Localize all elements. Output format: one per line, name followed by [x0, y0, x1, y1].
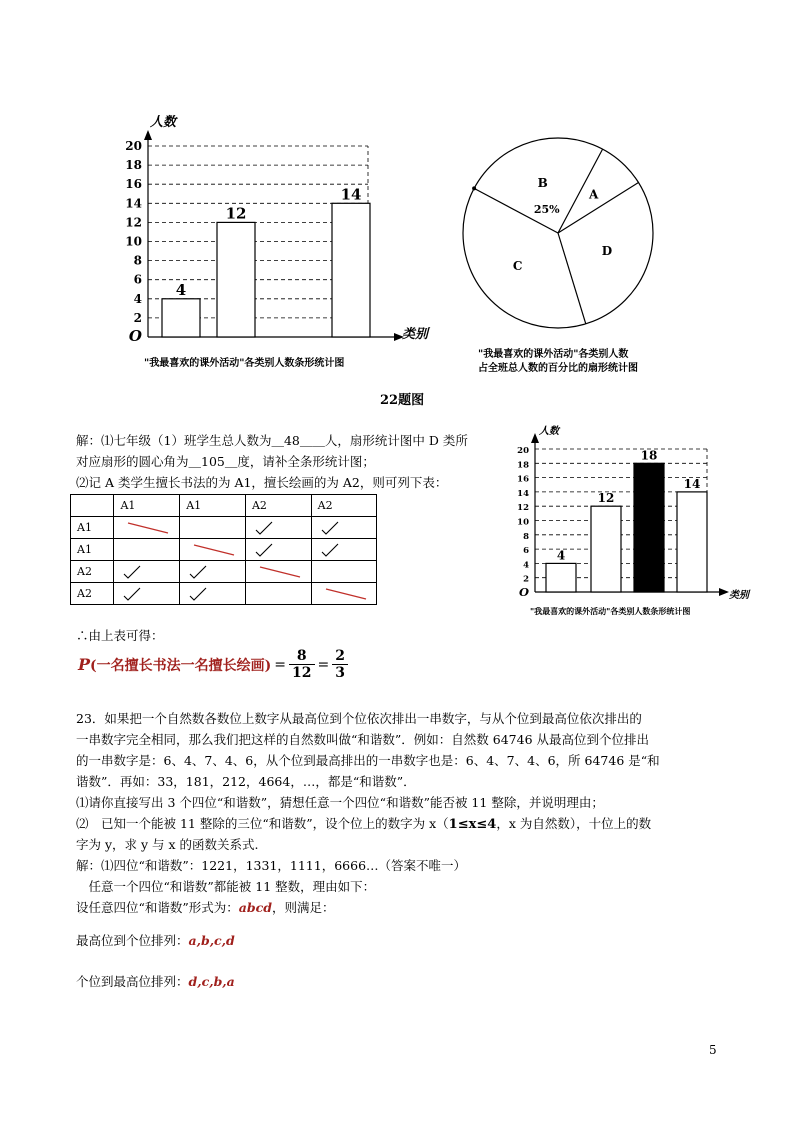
y-tick-label: 2	[523, 574, 529, 585]
bar-value-label: 4	[556, 548, 566, 563]
y-tick-label: 10	[517, 517, 529, 528]
bar-A	[546, 563, 576, 592]
chart2-y-axis-label: 人数	[539, 426, 559, 437]
bar-value-label: 12	[597, 491, 615, 506]
table-header-row	[71, 495, 377, 517]
prob-event: (一名擅长书法一名擅长绘画)	[90, 657, 272, 674]
chart1-y-axis-label: 人数	[150, 115, 177, 130]
bar-value-label: 18	[640, 448, 658, 463]
q2-text-a: ⑵ 已知一个能被 11 整除的三位“和谐数”，设个位上的数字为 x（	[76, 816, 449, 831]
q2-condition: 1≤x≤4	[448, 817, 497, 832]
table-header-cell: A1	[114, 495, 180, 517]
figure-title: 22题图	[380, 393, 425, 408]
eq-sign-2: =	[317, 656, 330, 673]
solution23-line3	[76, 897, 335, 918]
y-tick-label: 6	[133, 272, 142, 287]
cross-out-mark	[114, 517, 180, 539]
pie-slice-label-B: B	[537, 176, 548, 191]
abcd-variable: abcd	[238, 900, 272, 915]
check-mark-icon	[180, 561, 246, 583]
y-tick-label: 12	[517, 503, 529, 514]
table-row	[71, 539, 377, 561]
prob-symbol: P	[78, 655, 91, 674]
y-axis-arrow-icon	[531, 433, 539, 443]
check-mark-icon	[114, 583, 180, 605]
bar-value-label: 4	[175, 280, 187, 299]
solution23-line4	[76, 930, 235, 951]
table-row	[71, 561, 377, 583]
y-tick-label: 20	[517, 446, 529, 456]
therefore-line: ∴由上表可得：	[76, 628, 164, 643]
problem23-para-line3: 的一串数字是：6、4、7、4、6，从个位到最高排出的一串数字也是：6、4、7、4、6，所 64746 是“和	[76, 753, 660, 768]
empty-cell	[114, 539, 180, 561]
solution23-line1: 解：⑴四位“和谐数”：1221，1331，1111，6666…（答案不唯一）	[76, 858, 467, 873]
bar-B	[591, 506, 621, 592]
problem23-question2-line2: 字为 y，求 y 与 x 的函数关系式.	[76, 837, 259, 852]
x-axis-arrow-icon	[719, 588, 729, 596]
abcd-reverse: d,c,b,a	[188, 974, 235, 989]
table-header-cell: A2	[245, 495, 311, 517]
chart1-x-axis-label: 类别	[402, 327, 429, 342]
fraction-8-12	[289, 648, 314, 681]
y-tick-label: 4	[133, 291, 142, 306]
y-tick-label: 10	[125, 234, 142, 249]
s5-text: 个位到最高位排列：	[76, 974, 189, 989]
y-tick-label: 20	[125, 139, 142, 153]
origin-label: O	[518, 585, 529, 599]
bar-A	[162, 299, 200, 337]
bar-value-label: 12	[225, 204, 247, 223]
s3-text-a: 设任意四位“和谐数”形式为：	[76, 900, 239, 915]
check-mark-icon	[311, 517, 376, 539]
bar-D	[677, 492, 707, 592]
empty-cell	[180, 517, 246, 539]
problem23-para-line1: 23．如果把一个自然数各数位上数字从最高位到个位依次排出一串数字，与从个位到最高位依次排出的	[76, 711, 642, 726]
bar-C	[634, 463, 664, 592]
y-tick-label: 8	[523, 531, 529, 542]
check-mark-icon	[245, 539, 311, 561]
table-row	[71, 517, 377, 539]
check-mark-icon	[245, 517, 311, 539]
bar-value-label: 14	[683, 476, 701, 491]
table-header-cell: A2	[311, 495, 376, 517]
s3-text-b: ，则满足：	[272, 900, 335, 915]
empty-cell	[245, 583, 311, 605]
y-tick-label: 14	[125, 196, 142, 211]
pie-percent-label: 25%	[533, 203, 560, 217]
chart2-x-axis-label: 类别	[729, 590, 749, 601]
cross-out-mark	[311, 583, 376, 605]
bar-chart-1	[110, 105, 450, 350]
fraction-2-3	[332, 648, 348, 681]
pie-caption-line2: 占全班总人数的百分比的扇形统计图	[478, 363, 638, 374]
row-label: A2	[71, 561, 114, 583]
probability-formula	[78, 648, 348, 681]
frac1-numerator: 8	[289, 648, 314, 665]
pie-marker-dot	[472, 186, 476, 190]
solution22-line3: ⑵记 A 类学生擅长书法的为 A1，擅长绘画的为 A2，则可列下表：	[76, 475, 448, 490]
problem23-question2-line1	[76, 813, 651, 835]
row-label: A1	[71, 539, 114, 561]
problem23-para-line2: 一串数字完全相同，那么我们把这样的自然数叫做“和谐数”．例如：自然数 64746 从最高位到个位排出	[76, 732, 649, 747]
table-header-cell	[71, 495, 114, 517]
frac1-denominator: 12	[292, 665, 312, 681]
y-axis-arrow-icon	[144, 130, 152, 140]
page-number: 5	[709, 1043, 717, 1057]
y-tick-label: 16	[517, 474, 529, 485]
cross-out-mark	[245, 561, 311, 583]
chart2-caption: "我最喜欢的课外活动"各类别人数条形统计图	[530, 606, 691, 616]
bar-chart-2	[505, 418, 770, 608]
table-header-cell: A1	[180, 495, 246, 517]
pie-slice-label-D: D	[601, 244, 613, 259]
pie-slice-label-C: C	[512, 259, 523, 274]
y-tick-label: 18	[517, 460, 529, 471]
pie-chart	[455, 135, 675, 335]
y-tick-label: 2	[133, 310, 142, 325]
pie-slice-label-A: A	[588, 187, 599, 202]
empty-cell	[311, 561, 376, 583]
solution23-line2: 任意一个四位“和谐数”都能被 11 整数，理由如下：	[76, 879, 376, 894]
solution23-line5	[76, 971, 235, 992]
cross-out-mark	[180, 539, 246, 561]
row-label: A2	[71, 583, 114, 605]
frac2-denominator: 3	[335, 665, 345, 681]
frac2-numerator: 2	[332, 648, 348, 665]
solution22-line1: 解：⑴七年级（1）班学生总人数为＿48＿＿人，扇形统计图中 D 类所	[76, 433, 468, 448]
problem23-question1: ⑴请你直接写出 3 个四位“和谐数”，猜想任意一个四位“和谐数”能否被 11 整除，并说明理由；	[76, 795, 604, 810]
abcd-forward: a,b,c,d	[188, 933, 235, 948]
check-mark-icon	[180, 583, 246, 605]
s4-text: 最高位到个位排列：	[76, 933, 189, 948]
y-tick-label: 16	[125, 177, 142, 192]
y-tick-label: 4	[523, 560, 529, 571]
check-mark-icon	[114, 561, 180, 583]
bar-B	[217, 222, 255, 337]
q2-text-b: ，x 为自然数），十位上的数	[496, 816, 652, 831]
table-row	[71, 583, 377, 605]
check-mark-icon	[311, 539, 376, 561]
eq-sign-1: =	[274, 656, 287, 673]
bar-value-label: 14	[340, 185, 362, 204]
y-tick-label: 8	[133, 253, 142, 268]
pie-caption-line1: "我最喜欢的课外活动"各类别人数	[478, 349, 629, 360]
y-tick-label: 12	[125, 215, 142, 230]
y-tick-label: 14	[517, 488, 529, 499]
chart1-caption: "我最喜欢的课外活动"各类别人数条形统计图	[144, 358, 345, 369]
y-tick-label: 18	[125, 158, 142, 173]
problem23-para-line4: 谐数”．再如：33，181，212，4664，…，都是“和谐数”．	[76, 774, 416, 789]
bar-D	[332, 203, 370, 337]
probability-table	[70, 494, 377, 605]
origin-label: O	[128, 327, 142, 345]
row-label: A1	[71, 517, 114, 539]
y-tick-label: 6	[523, 546, 529, 557]
solution22-line2: 对应扇形的圆心角为＿105＿度，请补全条形统计图；	[76, 454, 375, 469]
